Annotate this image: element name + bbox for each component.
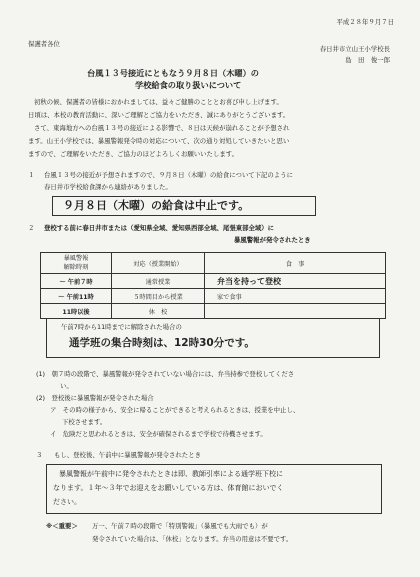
schedule-table [40, 252, 386, 319]
intro-line-1: 初秋の候、保護者の皆様におかれましては、益々ご健勝のこととお喜び申し上げます。 [34, 98, 283, 106]
intro-line-4: ます。山王小学校では、暴風警報発令時の対応について、次の通り対処していきたいと思い [28, 137, 290, 145]
gathering-time-box [46, 318, 380, 358]
row-time: ～ 午前11時 [41, 289, 112, 304]
section1-number: １ [28, 171, 35, 179]
important-label: ※＜重要＞ [46, 522, 78, 530]
section3-number: ３ [36, 451, 43, 459]
row-time: ～ 午前７時 [41, 274, 112, 289]
note-2: (2) 登校後に暴風警報が発令された場合 [36, 394, 154, 402]
title-line-2: 学校給食の取り扱いについて [135, 80, 242, 90]
row-action: 通常授業 [112, 274, 205, 289]
school-name: 春日井市立山王小学校長 [319, 45, 390, 53]
section3-line: もし、登校後、午前中に暴風警報が発令されたとき [54, 451, 201, 459]
table-row [41, 304, 386, 319]
lunch-cancel-box [52, 196, 316, 216]
note-1-line-2: い。 [60, 382, 73, 390]
note-2b: イ 危険だと思われるときは、安全が確保されるまで学校で待機させます。 [50, 430, 267, 438]
row-action: ５時間目から授業 [112, 289, 205, 304]
note-1-line-1: (1) 朝７時の段階で、暴風警報が発令されていない場合には、弁当持参で登校してくださ [36, 370, 295, 378]
header-release-time-label: 解除時刻 [63, 264, 89, 271]
row-meal [205, 304, 386, 319]
table-header-cell [41, 253, 112, 274]
header-response-label: 対応（授業開始） [112, 253, 205, 274]
row-meal: 弁当を持って登校 [205, 274, 386, 289]
section2-line-1: 登校する前に春日井市または（愛知県全域、愛知県西部全域、尾張東部全域）に [44, 224, 275, 232]
lunch-cancel-notice: ９月８日（木曜）の給食は中止です。 [63, 199, 250, 212]
dismissal-line-2: なります。１年～３年でお迎えをお願いしている方は、体育館においでく [53, 484, 284, 492]
gathering-time-notice: 通学班の集合時刻は、12時30分です。 [69, 337, 255, 349]
important-line-2: 発令されていた場合は、「休校」となります。弁当の用意は不要です。 [92, 535, 293, 543]
row-meal: 家で食事 [205, 289, 386, 304]
header-meal-label: 食 事 [205, 253, 386, 274]
recipient: 保護者各位 [28, 40, 60, 48]
intro-line-5: ますので、ご理解をいただき、ご協力のほどよろしくお願いいたします。 [28, 150, 238, 158]
intro-line-3: さて、東海地方への台風１３号の接近による影響で、８日は天候が崩れることが予想され [34, 124, 290, 132]
table-row [41, 274, 386, 289]
gathering-note: 午前7時から11時までに解除された場合の [61, 323, 182, 331]
row-action: 休 校 [112, 304, 205, 319]
header-warning-label: 暴風警報 [63, 255, 89, 262]
table-header-row [41, 253, 386, 274]
row-time: 11時以後 [41, 304, 112, 319]
principal-name: 島 田 俊一郎 [345, 56, 390, 64]
section2-line-2: 暴風警報が発令されたとき [234, 236, 311, 244]
section2-number: ２ [28, 224, 35, 232]
table-row [41, 289, 386, 304]
section1-line-2: 春日井市学校給食課から連絡がありました。 [44, 183, 172, 191]
dismissal-line-1: 暴風警報が午前中に発令されたときは即、教師引率による通学班下校に [59, 470, 283, 478]
section1-line-1: 台風１３号の接近が予想されますので、９月８日（木曜）の給食について下記のように [44, 171, 293, 179]
dismissal-box [46, 464, 382, 514]
important-line-1: 万一、午前７時の段階で「特別警報」（暴風でも大雨でも）が [92, 522, 268, 530]
document-date: 平成２８年９月７日 [336, 18, 394, 26]
note-2a-line-1: ア その時の様子から、安全に帰ることができると考えられるときは、授業を中止し、 [50, 406, 300, 414]
dismissal-line-3: ださい。 [53, 498, 81, 506]
note-2a-line-2: 下校させます。 [62, 418, 107, 426]
title-line-1: 台風１３号接近にともなう９月８日（木曜）の [87, 68, 259, 78]
intro-line-2: 日頃は、本校の教育活動に、深いご理解とご協力をいただき、誠にありがとうございます。 [28, 111, 290, 119]
